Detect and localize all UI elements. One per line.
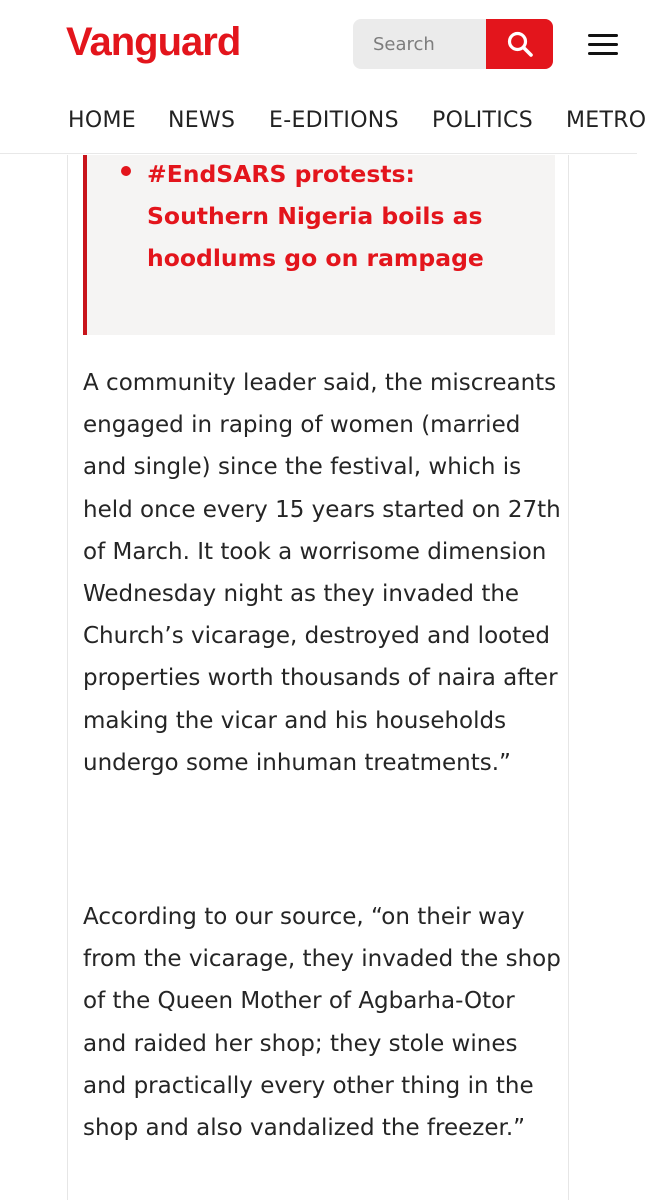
hamburger-line <box>588 43 618 46</box>
main-navigation <box>0 88 646 154</box>
search-box <box>353 19 553 69</box>
nav-item-metro[interactable]: METRO <box>566 108 646 133</box>
nav-item-news[interactable]: NEWS <box>168 108 236 133</box>
bullet-icon <box>121 166 131 176</box>
related-story-link[interactable]: #EndSARS protests: Southern Nigeria boils as hoodlums go on rampage <box>147 160 484 272</box>
related-story-box <box>83 155 555 335</box>
hamburger-line <box>588 52 618 55</box>
vanguard-logo[interactable]: Vanguard <box>66 20 241 64</box>
search-icon <box>506 30 534 58</box>
article-paragraph: According to our source, “on their way from the vicarage, they invaded the shop of the Queen Mother of Agbarha-Otor and raided her shop; they stole wines and practically every other thing in the shop and also vandalized the freezer.” <box>83 904 561 1142</box>
hamburger-menu-button[interactable] <box>586 30 622 60</box>
search-button[interactable] <box>486 19 553 69</box>
search-input[interactable] <box>353 19 486 69</box>
site-header <box>0 0 637 88</box>
nav-item-e-editions[interactable]: E-EDITIONS <box>269 108 399 133</box>
article-content <box>67 155 569 1200</box>
nav-item-politics[interactable]: POLITICS <box>432 108 533 133</box>
hamburger-menu-icon <box>588 34 618 37</box>
nav-item-home[interactable]: HOME <box>68 108 136 133</box>
article-paragraph: A community leader said, the miscreants engaged in raping of women (married and single) since the festival, which is held once every 15 years started on 27th of March. It took a worrisome dimension Wednesday night as they invaded the Church’s vicarage, destroyed and looted properties worth thousands of naira after making the vicar and his households undergo some inhuman treatments.” <box>83 370 561 776</box>
